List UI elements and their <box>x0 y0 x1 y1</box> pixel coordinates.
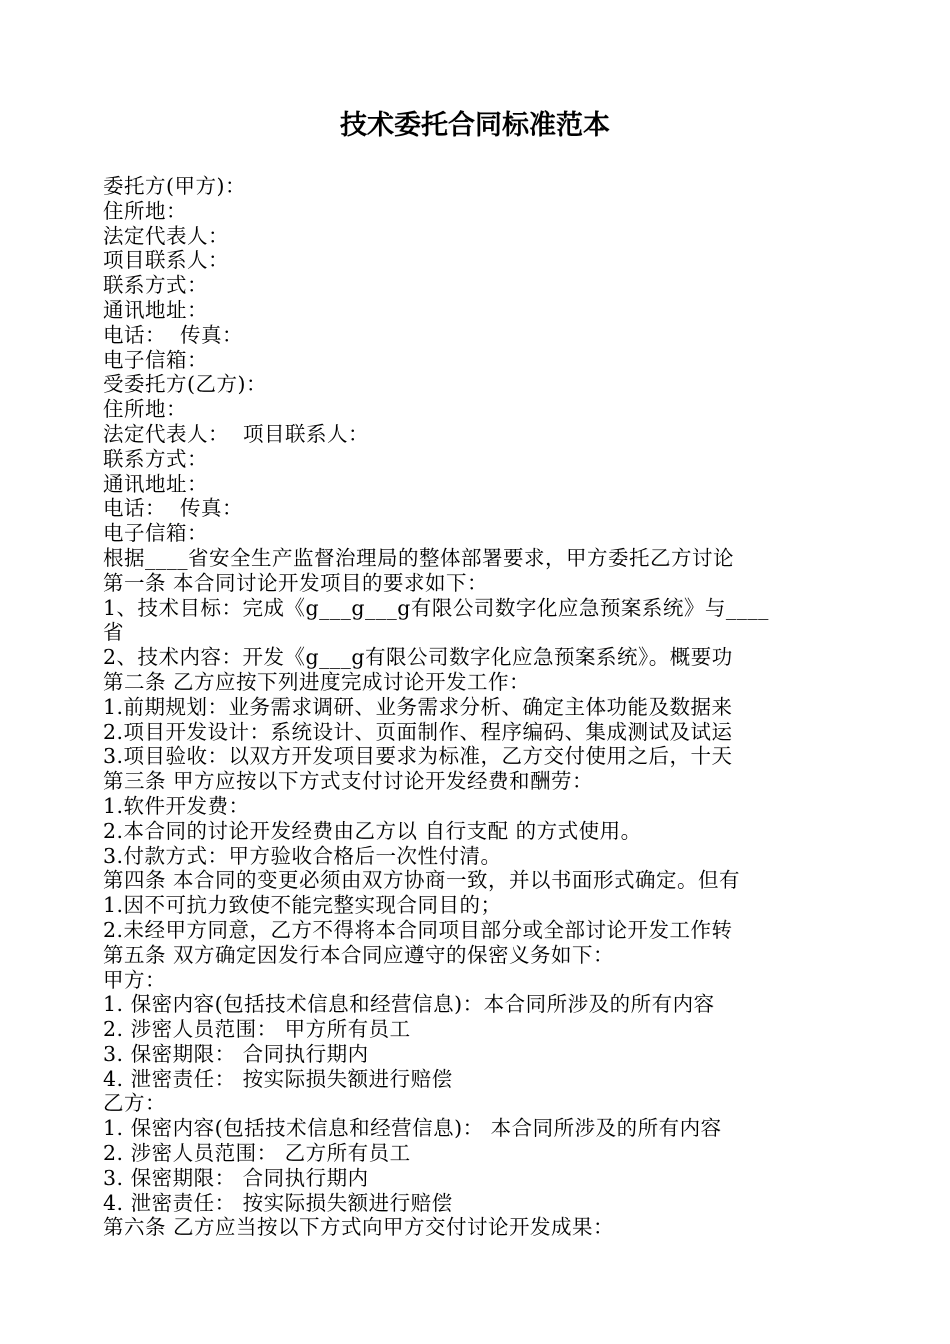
document-line: 第五条 双方确定因发行本合同应遵守的保密义务如下： <box>103 942 615 967</box>
document-line: 第三条 甲方应按以下方式支付讨论开发经费和酬劳： <box>103 769 594 794</box>
document-line: 住所地： <box>103 397 187 422</box>
document-line: 第六条 乙方应当按以下方式向甲方交付讨论开发成果： <box>103 1215 615 1240</box>
document-line: 1.因不可抗力致使不能完整实现合同目的； <box>103 893 502 918</box>
document-line: 2.未经甲方同意，乙方不得将本合同项目部分或全部讨论开发工作转 <box>103 917 733 942</box>
document-line: 2.本合同的讨论开发经费由乙方以 自行支配 的方式使用。 <box>103 818 642 843</box>
document-line: 甲方： <box>103 967 166 992</box>
document-line: 省 <box>103 620 124 645</box>
document-line: 3. 保密期限： 合同执行期内 <box>103 1165 369 1190</box>
document-line: 1.软件开发费： <box>103 793 250 818</box>
document-line: 1. 保密内容(包括技术信息和经营信息)：本合同所涉及的所有内容 <box>103 992 715 1017</box>
document-line: 根据____省安全生产监督治理局的整体部署要求，甲方委托乙方讨论 <box>103 545 734 570</box>
document-line: 2. 涉密人员范围： 甲方所有员工 <box>103 1017 411 1042</box>
document-line: 受委托方(乙方)： <box>103 372 267 397</box>
document-line: 住所地： <box>103 198 187 223</box>
document-line: 2.项目开发设计：系统设计、页面制作、程序编码、集成测试及试运 <box>103 719 733 744</box>
document-line: 委托方(甲方)： <box>103 174 246 198</box>
document-line: 1、技术目标：完成《g___g___g有限公司数字化应急预案系统》与____ <box>103 595 769 620</box>
document-line: 联系方式： <box>103 273 208 298</box>
document-line: 3.付款方式：甲方验收合格后一次性付清。 <box>103 843 502 868</box>
document-line: 乙方： <box>103 1091 166 1116</box>
document-line: 电话： 传真： <box>103 496 244 521</box>
document-line: 联系方式： <box>103 446 208 471</box>
document-line: 电子信箱： <box>103 347 208 372</box>
document-line: 第二条 乙方应按下列进度完成讨论开发工作： <box>103 669 531 694</box>
document-line: 通讯地址： <box>103 297 208 322</box>
document-line: 第一条 本合同讨论开发项目的要求如下： <box>103 570 489 595</box>
document-line: 电子信箱： <box>103 521 208 546</box>
document-line: 第四条 本合同的变更必须由双方协商一致，并以书面形式确定。但有 <box>103 868 741 893</box>
document-title: 技术委托合同标准范本 <box>340 110 610 141</box>
document-line: 2. 涉密人员范围： 乙方所有员工 <box>103 1141 411 1166</box>
document-line: 4. 泄密责任： 按实际损失额进行赔偿 <box>103 1190 453 1215</box>
document-line: 电话： 传真： <box>103 322 244 347</box>
document-line: 项目联系人： <box>103 248 229 273</box>
document-line: 2、技术内容：开发《g___g有限公司数字化应急预案系统》。概要功 <box>103 645 733 670</box>
document-body <box>103 174 863 1240</box>
document-line: 通讯地址： <box>103 471 208 496</box>
document-line: 1. 保密内容(包括技术信息和经营信息)： 本合同所涉及的所有内容 <box>103 1116 722 1141</box>
document-line: 1.前期规划：业务需求调研、业务需求分析、确定主体功能及数据来 <box>103 694 733 719</box>
document-line: 法定代表人： <box>103 223 229 248</box>
document-line: 3.项目验收：以双方开发项目要求为标准，乙方交付使用之后，十天 <box>103 744 733 769</box>
document-line: 法定代表人： 项目联系人： <box>103 421 370 446</box>
document-line: 3. 保密期限： 合同执行期内 <box>103 1041 369 1066</box>
document-line: 4. 泄密责任： 按实际损失额进行赔偿 <box>103 1066 453 1091</box>
